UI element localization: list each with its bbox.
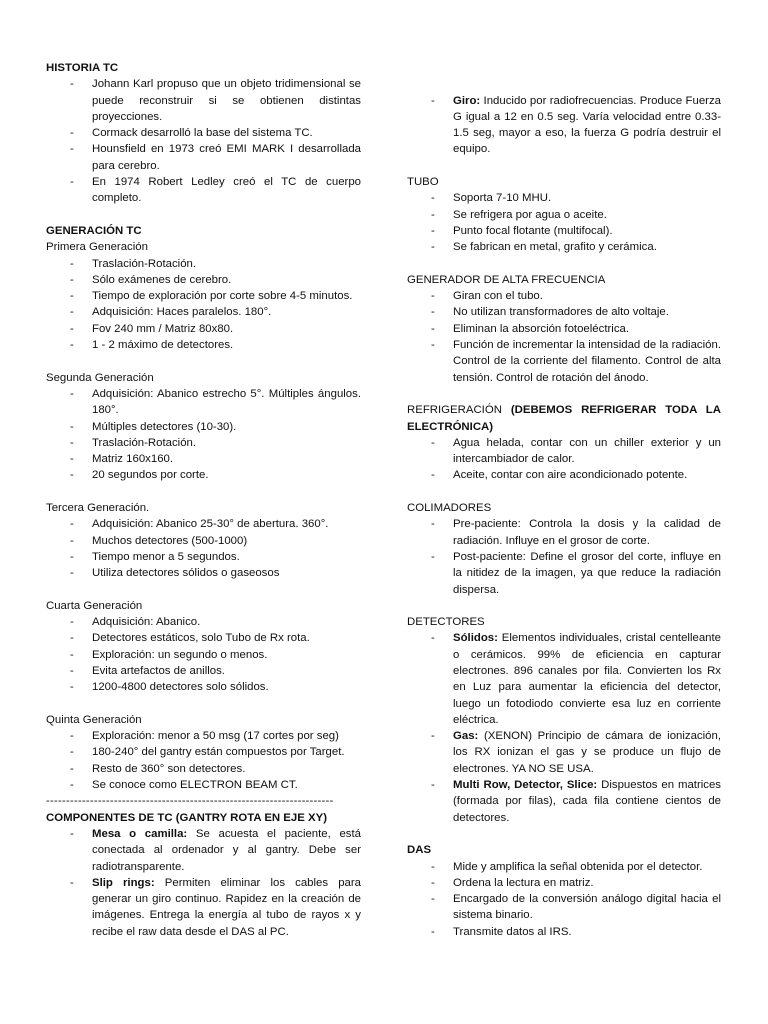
historia-heading: HISTORIA TC bbox=[46, 62, 119, 74]
list-item: - Hounsfield en 1973 creó EMI MARK I desarrollada para cerebro. bbox=[70, 143, 361, 172]
tercera-list bbox=[46, 516, 361, 581]
segunda-list bbox=[46, 386, 361, 484]
colimadores-list bbox=[407, 516, 721, 597]
left-column bbox=[46, 60, 361, 956]
cuarta-list bbox=[46, 614, 361, 695]
list-item: - Múltiples detectores (10-30). bbox=[70, 420, 237, 433]
detectores-list bbox=[407, 630, 721, 826]
list-item: - Cormack desarrolló la base del sistema TC. bbox=[70, 127, 313, 140]
list-item: - Mesa o camilla: Se acuesta el paciente, está conectada al ordenador y al gantry. Debe ser radiotransparente. bbox=[70, 827, 362, 873]
list-item: - Se refrigera por agua o aceite. bbox=[431, 208, 607, 221]
refrigeracion-heading: REFRIGERACIÓN (DEBEMOS REFRIGERAR TODA LA ELECTRÓNICA) bbox=[407, 404, 721, 433]
list-item: - Aceite, contar con aire acondicionado potente. bbox=[431, 469, 688, 482]
list-item: - Utiliza detectores sólidos o gaseosos bbox=[70, 567, 280, 580]
list-item: - Adquisición: Abanico 25-30° de abertura. 360°. bbox=[70, 518, 329, 531]
list-item: - 1200-4800 detectores solo sólidos. bbox=[70, 681, 269, 694]
quinta-list bbox=[46, 728, 361, 793]
primera-list bbox=[46, 256, 361, 354]
list-item: - 180-240° del gantry están compuestos por Target. bbox=[70, 746, 345, 759]
generacion-heading: GENERACIÓN TC bbox=[46, 224, 142, 237]
list-item: - Giran con el tubo. bbox=[431, 290, 543, 303]
generador-heading: GENERADOR DE ALTA FRECUENCIA bbox=[407, 273, 606, 286]
list-item: - Eliminan la absorción fotoeléctrica. bbox=[431, 322, 630, 335]
list-item: - Johann Karl propuso que un objeto tridimensional se puede reconstruir si se obtienen distintas proyecciones. bbox=[70, 78, 361, 123]
colimadores-heading: COLIMADORES bbox=[407, 502, 492, 515]
tubo-list bbox=[407, 190, 721, 255]
list-item: - Adquisición: Abanico estrecho 5°. Múltiples ángulos. 180°. bbox=[70, 387, 361, 417]
list-item: - Sólidos: Elementos individuales, cristal centelleante o cerámicos. 99% de eficiencia en capturar electrones. 896 canales por fila. Convierten los Rx en Luz para aumentar la eficiencia del detector, luego un fotodiodo convierte esa luz en corriente eléctrica. bbox=[431, 632, 721, 726]
list-item: - Mide y amplifica la señal obtenida por el detector. bbox=[431, 860, 703, 873]
list-item: - Punto focal flotante (multifocal). bbox=[431, 224, 613, 237]
cuarta-heading: Cuarta Generación bbox=[46, 599, 143, 612]
list-item: - Función de incrementar la intensidad de la radiación. Control de la corriente del filamento. Control de alta tensión. Control de rotación del ánodo. bbox=[431, 339, 721, 384]
list-item: - Evita artefactos de anillos. bbox=[70, 664, 225, 677]
list-item: - Matriz 160x160. bbox=[70, 453, 174, 466]
list-item: - Encargado de la conversión análogo digital hacia el sistema binario. bbox=[431, 893, 721, 922]
das-heading: DAS bbox=[407, 844, 432, 857]
list-item: - Tiempo menor a 5 segundos. bbox=[70, 550, 240, 563]
das-list bbox=[407, 859, 721, 940]
list-item: - Post-paciente: Define el grosor del corte, influye en la nitidez de la imagen, ya que reduce la radiación dispersa. bbox=[431, 550, 721, 596]
tercera-heading: Tercera Generación. bbox=[46, 502, 150, 515]
list-item: - Traslación-Rotación. bbox=[70, 257, 197, 270]
list-item: - Se fabrican en metal, grafito y cerámica. bbox=[431, 241, 657, 254]
list-item: - Exploración: menor a 50 msg (17 cortes por seg) bbox=[70, 730, 339, 743]
list-item: - Muchos detectores (500-1000) bbox=[70, 534, 248, 547]
dashed-separator: ------------------------------------------------------------------------ bbox=[46, 795, 334, 808]
list-item: - Adquisición: Haces paralelos. 180°. bbox=[70, 306, 272, 319]
list-item: - Agua helada, contar con un chiller exterior y un intercambiador de calor. bbox=[431, 436, 721, 466]
list-item: - Resto de 360° son detectores. bbox=[70, 762, 246, 775]
list-item: - Ordena la lectura en matriz. bbox=[431, 876, 594, 889]
historia-list bbox=[46, 76, 361, 206]
primera-heading: Primera Generación bbox=[46, 241, 148, 254]
right-column bbox=[407, 60, 721, 940]
list-item: - Giro: Inducido por radiofrecuencias. Produce Fuerza G igual a 12 en 0.5 seg. Varía velocidad entre 0.33-1.5 seg, mayor a eso, la fuerza G podría destruir el equipo. bbox=[431, 94, 721, 156]
componentes-list-continued bbox=[407, 60, 721, 158]
list-item: - 20 segundos por corte. bbox=[70, 469, 209, 482]
generador-list bbox=[407, 288, 721, 386]
segunda-heading: Segunda Generación bbox=[46, 371, 154, 384]
list-item-continued bbox=[407, 60, 721, 93]
componentes-list bbox=[46, 826, 361, 956]
list-item: - Transmite datos al IRS. bbox=[431, 925, 572, 938]
list-item: - Se conoce como ELECTRON BEAM CT. bbox=[70, 779, 298, 792]
list-item: - Exploración: un segundo o menos. bbox=[70, 648, 268, 661]
list-item: - Gas: (XENON) Principio de cámara de ionización, los RX ionizan el gas y se produce un flujo de electrones. YA NO SE USA. bbox=[431, 730, 721, 775]
list-item: - Adquisición: Abanico. bbox=[70, 616, 201, 629]
list-item: - Traslación-Rotación. bbox=[70, 436, 197, 449]
quinta-heading: Quinta Generación bbox=[46, 713, 142, 726]
componentes-heading: COMPONENTES DE TC (GANTRY ROTA EN EJE XY) bbox=[46, 811, 327, 824]
tubo-heading: TUBO bbox=[407, 176, 439, 189]
list-item: - Multi Row, Detector, Slice: Dispuestos en matrices (formada por filas), cada fila contiene cientos de detectores. bbox=[431, 779, 721, 824]
list-item: - Pre-paciente: Controla la dosis y la calidad de radiación. Influye en el grosor de corte. bbox=[431, 518, 721, 547]
detectores-heading: DETECTORES bbox=[407, 616, 485, 629]
list-item: - En 1974 Robert Ledley creó el TC de cuerpo completo. bbox=[70, 176, 361, 205]
list-item: - Tiempo de exploración por corte sobre 4-5 minutos. bbox=[70, 290, 353, 303]
list-item: - Slip rings: Permiten eliminar los cables para generar un giro continuo. Rapidez en la creación de imágenes. Entrega la energía al tubo de rayos x y recibe el raw data desde el DAS al PC. bbox=[70, 876, 361, 938]
list-item: - Detectores estáticos, solo Tubo de Rx rota. bbox=[70, 632, 310, 645]
list-item: - No utilizan transformadores de alto voltaje. bbox=[431, 306, 669, 319]
list-item: - 1 - 2 máximo de detectores. bbox=[70, 339, 234, 352]
refrigeracion-list bbox=[407, 435, 721, 484]
list-item: - Fov 240 mm / Matriz 80x80. bbox=[70, 322, 234, 335]
list-item: - Sólo exámenes de cerebro. bbox=[70, 273, 232, 286]
list-item: - Soporta 7-10 MHU. bbox=[431, 192, 552, 205]
